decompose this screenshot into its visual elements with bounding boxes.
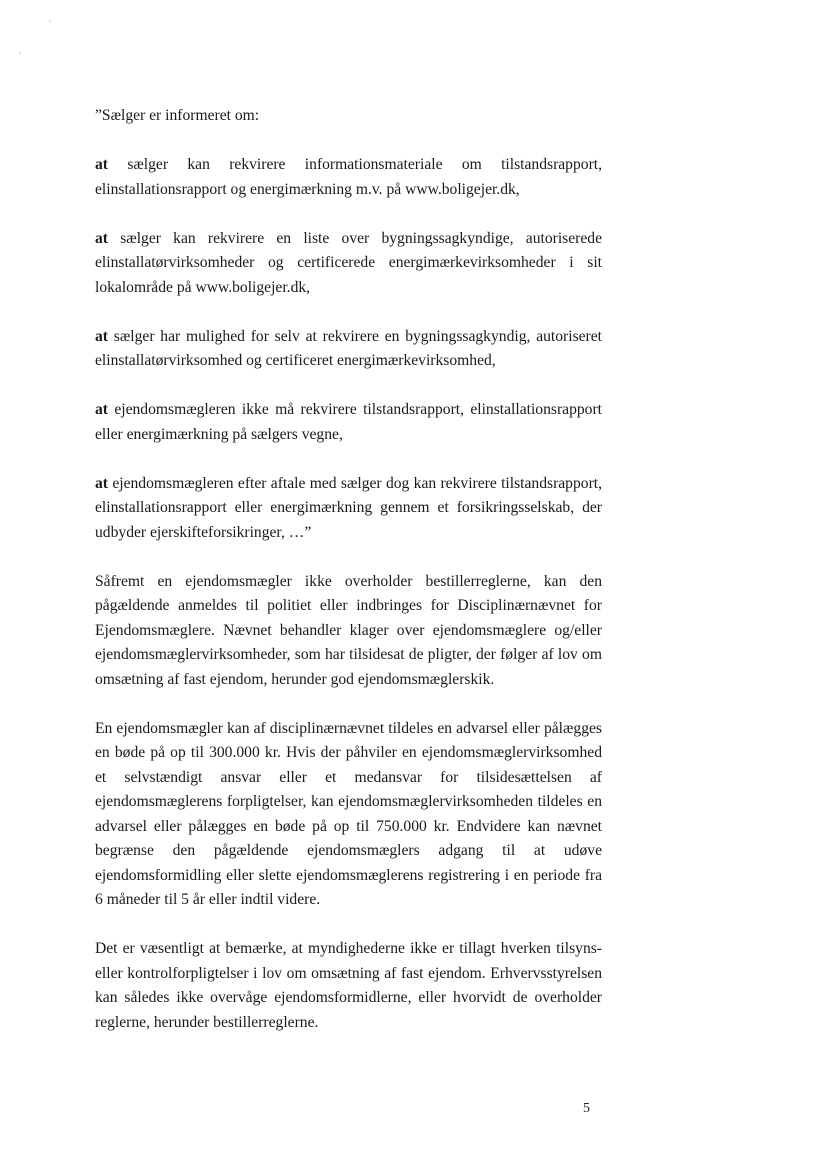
- paragraph-sanctions-complaints: Såfremt en ejendomsmægler ikke overholder bestillerreglerne, kan den pågældende anmeldes til politiet eller indbringes for Disciplinærnævnet for Ejendomsmæglere. Nævnet behandler klager over ejendomsmæglere og/eller ejendomsmæglervirksomheder, som har tilsidesat de pligter, der følger af lov om omsætning af fast ejendom, herunder god ejendomsmæglerskik.: [95, 572, 602, 688]
- paragraph-authority-oversight: Det er væsentligt at bemærke, at myndighederne ikke er tillagt hverken tilsyns- eller kontrolforpligtelser i lov om omsætning af fast ejendom. Erhvervsstyrelsen kan således ikke overvåge ejendomsformidlerne, eller hvorvidt de overholder reglerne, herunder bestillerreglerne.: [95, 940, 602, 1031]
- quote-item-keyword: at: [95, 327, 108, 345]
- quote-item-text: sælger kan rekvirere informationsmateriale om tilstandsrapport, elinstallationsrapport og energimærkning m.v. på www.boligejer.dk,: [95, 156, 602, 198]
- scan-speck: [19, 52, 21, 54]
- page-number: 5: [583, 1101, 590, 1116]
- quote-intro: ”Sælger er informeret om:: [95, 107, 260, 124]
- quote-item-keyword: at: [95, 474, 108, 492]
- paragraph-penalties: En ejendomsmægler kan af disciplinærnævnet tildeles en advarsel eller pålægges en bøde på op til 300.000 kr. Hvis der påhviler en ejendomsmæglervirksomhed et selvstændigt ansvar eller et medansvar for tilsidesættelsen af ejendomsmæglerens forpligtelser, kan ejendomsmæglervirksomheden tildeles en advarsel eller pålægges en bøde på op til 750.000 kr. Endvidere kan nævnet begrænse den pågældende ejendomsmæglers adgang til at udøve ejendomsformidling eller slette ejendomsmæglerens registrering i en periode fra 6 måneder til 5 år eller indtil videre.: [95, 719, 602, 908]
- quote-item-keyword: at: [95, 229, 108, 247]
- quote-item-2: [95, 227, 602, 301]
- quote-item-keyword: at: [95, 401, 108, 418]
- document-body: [95, 104, 602, 1060]
- quote-item-text: ejendomsmægleren efter aftale med sælger dog kan rekvirere tilstandsrapport, elinstallationsrapport eller energimærkning gennem et forsikringsselskab, der udbyder ejerskifteforsikringer, …”: [95, 474, 602, 541]
- quote-item-text: sælger har mulighed for selv at rekvirere en bygningssagkyndig, autoriseret elinstallatørvirksomhed og certificeret energimærkevirksomhed,: [95, 327, 602, 369]
- quote-item-5: [95, 472, 602, 546]
- quote-item-text: ejendomsmægleren ikke må rekvirere tilstandsrapport, elinstallationsrapport eller energimærkning på sælgers vegne,: [95, 401, 602, 443]
- scan-speck: [49, 20, 51, 22]
- quote-item-keyword: at: [95, 156, 108, 173]
- quote-item-4: [95, 398, 602, 447]
- quote-item-text: sælger kan rekvirere en liste over bygningssagkyndige, autoriserede elinstallatørvirksomheder og certificerede energimærkevirksomheder i sit lokalområde på www.boligejer.dk,: [95, 229, 602, 296]
- quote-item-1: [95, 153, 602, 202]
- quote-item-3: [95, 325, 602, 374]
